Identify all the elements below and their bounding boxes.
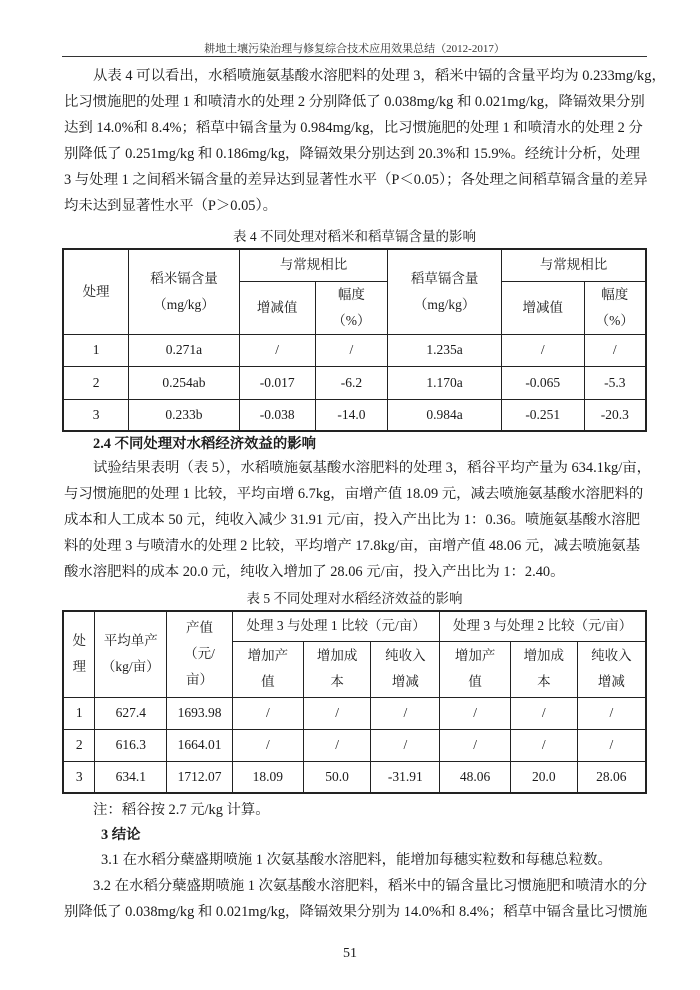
cell: / <box>239 334 315 366</box>
cell: / <box>315 334 388 366</box>
header-compare-straw: 与常规相比 <box>501 249 646 281</box>
cell: 0.984a <box>388 399 502 431</box>
header-straw-cd: 稻草镉含量 （mg/kg） <box>388 249 502 334</box>
table4 <box>62 248 647 432</box>
cell: -0.017 <box>239 366 315 399</box>
text-line: 成本和人工成本 50 元，纯收入减少 31.91 元/亩，投入产出比为 1：0.36。喷施氨基酸水溶肥 <box>64 512 641 528</box>
cell: 634.1 <box>95 761 167 793</box>
header-rice-cd: 稻米镉含量 （mg/kg） <box>129 249 240 334</box>
cell: / <box>510 729 577 761</box>
cell: 3 <box>63 761 95 793</box>
cell: 0.271a <box>129 334 240 366</box>
cell: 1693.98 <box>167 697 233 729</box>
header-net-income: 纯收入 增减 <box>371 641 440 697</box>
text-line: 从表 4 可以看出，水稻喷施氨基酸水溶肥料的处理 3，稻米中镉的含量平均为 0.233mg/kg， <box>93 68 666 84</box>
cell: / <box>371 729 440 761</box>
table-row <box>63 334 646 366</box>
header-rule <box>62 56 647 57</box>
table5 <box>62 610 647 794</box>
text-line: 试验结果表明（表 5），水稻喷施氨基酸水溶肥料的处理 3，稻谷平均产量为 634.1kg/亩， <box>93 460 652 476</box>
cell: / <box>577 729 646 761</box>
text-line: 与习惯施肥的处理 1 比较，平均亩增 6.7kg，亩增产值 18.09 元，减去喷施氨基酸水溶肥料的 <box>64 486 644 502</box>
running-header: 耕地土壤污染治理与修复综合技术应用效果总结（2012-2017） <box>204 43 505 55</box>
text-line: 酸水溶肥料的成本 20.0 元，纯收入增加了 28.06 元/亩，投入产出比为 1：2.40。 <box>64 564 565 580</box>
cell: 0.233b <box>129 399 240 431</box>
header-added-cost: 增加成 本 <box>303 641 371 697</box>
table-row <box>63 729 646 761</box>
cell: -6.2 <box>315 366 388 399</box>
header-change: 增减值 <box>501 281 584 334</box>
text-line: 比习惯施肥的处理 1 和喷清水的处理 2 分别降低了 0.038mg/kg 和 0.021mg/kg，降镉效果分别 <box>64 94 645 110</box>
cell: 3 <box>63 399 129 431</box>
header-change: 增减值 <box>239 281 315 334</box>
cell: / <box>501 334 584 366</box>
cell: 2 <box>63 729 95 761</box>
header-range: 幅度 （%） <box>315 281 388 334</box>
cell: 616.3 <box>95 729 167 761</box>
header-compare-1: 处理 3 与处理 1 比较（元/亩） <box>232 611 439 641</box>
cell: -14.0 <box>315 399 388 431</box>
header-output-value: 产值 （元/ 亩） <box>167 611 233 697</box>
header-treatment: 处 理 <box>63 611 95 697</box>
cell: 18.09 <box>232 761 303 793</box>
cell: 1664.01 <box>167 729 233 761</box>
header-added-value: 增加产 值 <box>232 641 303 697</box>
conclusion-3-1: 3.1 在水稻分蘖盛期喷施 1 次氨基酸水溶肥料，能增加每穗实粒数和每穗总粒数。 <box>101 852 612 868</box>
cell: -20.3 <box>584 399 646 431</box>
cell: / <box>232 697 303 729</box>
table-row <box>63 399 646 431</box>
header-avg-yield: 平均单产 （kg/亩） <box>95 611 167 697</box>
cell: / <box>440 729 511 761</box>
cell: -5.3 <box>584 366 646 399</box>
cell: 1.235a <box>388 334 502 366</box>
header-added-value: 增加产 值 <box>440 641 511 697</box>
header-net-income: 纯收入 增减 <box>577 641 646 697</box>
cell: 0.254ab <box>129 366 240 399</box>
table-row <box>63 366 646 399</box>
cell: 1 <box>63 334 129 366</box>
header-added-cost: 增加成 本 <box>510 641 577 697</box>
text-line: 别降低了 0.251mg/kg 和 0.186mg/kg，降镉效果分别达到 20.3%和 15.9%。经统计分析，处理 <box>64 146 641 162</box>
conclusion-3-2-line: 别降低了 0.038mg/kg 和 0.021mg/kg，降镉效果分别为 14.0%和 8.4%；稻草中镉含量比习惯施 <box>64 904 648 920</box>
cell: / <box>303 729 371 761</box>
section-heading-2-4: 2.4 不同处理对水稻经济效益的影响 <box>93 436 317 452</box>
table-row <box>63 761 646 793</box>
header-range: 幅度 （%） <box>584 281 646 334</box>
cell: -31.91 <box>371 761 440 793</box>
text-line: 3 与处理 1 之间稻米镉含量的差异达到显著性水平（P＜0.05）；各处理之间稻草镉含量的差异 <box>64 172 648 188</box>
cell: -0.038 <box>239 399 315 431</box>
cell: 1.170a <box>388 366 502 399</box>
cell: 20.0 <box>510 761 577 793</box>
page-number: 51 <box>343 946 357 961</box>
text-line: 均未达到显著性水平（P＞0.05）。 <box>64 198 278 214</box>
cell: 627.4 <box>95 697 167 729</box>
cell: / <box>577 697 646 729</box>
text-line: 达到 14.0%和 8.4%；稻草中镉含量为 0.984mg/kg，比习惯施肥的处理 1 和喷清水的处理 2 分 <box>64 120 643 136</box>
cell: -0.251 <box>501 399 584 431</box>
cell: / <box>232 729 303 761</box>
header-compare-rice: 与常规相比 <box>239 249 387 281</box>
conclusion-3-2-line: 3.2 在水稻分蘖盛期喷施 1 次氨基酸水溶肥料，稻米中的镉含量比习惯施肥和喷清水的分 <box>93 878 648 894</box>
cell: / <box>371 697 440 729</box>
table-row <box>63 697 646 729</box>
cell: 1712.07 <box>167 761 233 793</box>
section-heading-3: 3 结论 <box>101 827 141 843</box>
cell: / <box>510 697 577 729</box>
cell: 50.0 <box>303 761 371 793</box>
header-treatment: 处理 <box>63 249 129 334</box>
header-compare-2: 处理 3 与处理 2 比较（元/亩） <box>440 611 646 641</box>
cell: 48.06 <box>440 761 511 793</box>
table5-caption: 表 5 不同处理对水稻经济效益的影响 <box>246 591 463 606</box>
cell: -0.065 <box>501 366 584 399</box>
cell: 1 <box>63 697 95 729</box>
cell: 2 <box>63 366 129 399</box>
cell: 28.06 <box>577 761 646 793</box>
cell: / <box>584 334 646 366</box>
table4-caption: 表 4 不同处理对稻米和稻草镉含量的影响 <box>233 229 476 244</box>
table5-note: 注：稻谷按 2.7 元/kg 计算。 <box>93 802 270 818</box>
text-line: 料的处理 3 与喷清水的处理 2 比较，平均增产 17.8kg/亩，亩增产值 48.06 元，减去喷施氨基 <box>64 538 641 554</box>
cell: / <box>303 697 371 729</box>
cell: / <box>440 697 511 729</box>
